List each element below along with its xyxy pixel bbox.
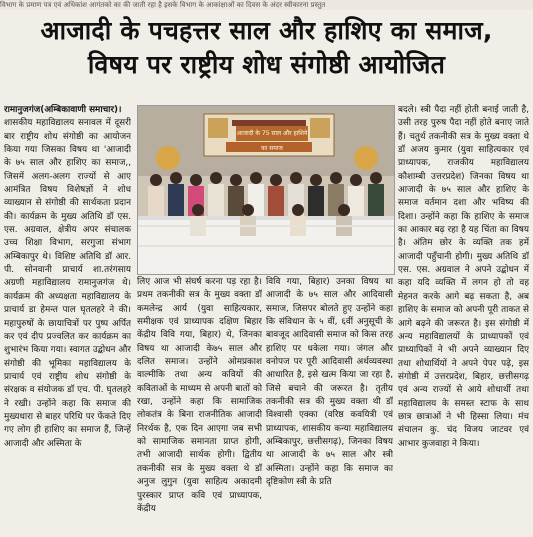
column-4 xyxy=(398,104,529,534)
headline-line-1: आजादी के पचहत्तर साल और हाशिए का समाज, xyxy=(40,16,493,45)
column-4-text: बदले। स्त्री पैदा नहीं होती बनाई जाती है, उसी तरह पुरुष पैदा नहीं होते बनाए जाते हैं। चतुर्थ तकनीकी सत्र के मुख्य वक्ता थे डॉ अजय कुमार (युवा साहित्यकार एवं प्राध्यापक, राजकीय महाविद्यालय कौशाम्बी उत्तरप्रदेश) जिनका विषय था आजादी के ७५ साल और हाशिए के समाज वर्तमान दशा और भविष्य की दिशा। उन्होंने कहा कि हाशिए के समाज का आकार बढ़ रहा है यह चिंता का विषय है। अंतिम छोर के व्यक्ति तक हमें आजादी पहुँचानी होगी। मुख्य अतिथि डॉ एस. एस. अग्रवाल ने अपने उद्बोधन में कहा यदि व्यक्ति में लगन हो तो वह मेहनत करके आगे बढ़ सकता है, अब हाशिए के समाज को अपनी पूरी ताकत से आगे बढ़ने की जरूरत है। इस संगोष्ठी में अन्य महाविद्यालयों के प्राध्यापकों एवं प्राध्यापिकों ने भी अपने व्याख्यान दिए तथा शोधार्थियों ने अपने पेपर पढ़े, इस संगोष्ठी में उत्तरप्रदेश, बिहार, छत्तीसगढ़ एवं अन्य राज्यों से आये शोधार्थी तथा महाविद्यालय के समस्त स्टाफ के साथ छात्र छात्राओं ने भी हिस्सा लिया। मंच संचालन कु. चंद विजय जाटवर एवं आभार कुजवाहा ने किया। xyxy=(398,105,529,449)
headline xyxy=(4,14,529,82)
column-3 xyxy=(266,276,393,534)
top-strip-previous-story: विभाग के प्रमाण पत्र एवं अधिकांश आगंतको का की जाती रहा है इसके विभाग के आकांक्षाओं का दिवस के अंदर स्वीकारना प्रस्तुत xyxy=(0,0,533,10)
event-photo xyxy=(137,105,395,275)
column-2-text: लिए आज भी संघर्ष करना पड़ रहा है। प्रथम तकनीकी सत्र के मुख्य वक्ता डॉ कमलेन्द्र आर्य (युवा साहित्यकार, समीक्षक एवं प्राध्यापक दक्षिण बिहार केंद्रीय विवि गया, बिहार) थे, जिनका विषय था आजादी के७५ साल और दलित समाज। उन्होंने ओमप्रकाश वाल्मीकि तथा अन्य कवियों की कविताओं के माध्यम से अपनी बातों को रखा, उन्होंने कहा कि सामाजिक लोकतंत्र के बिना राजनीतिक आजादी निरर्थक है, एक दिन आएगा जब सभी को सामाजिक समानता प्राप्त होगी, तभी आजादी सार्थक होगी। द्वितीय तकनीकी सत्र के मुख्य वक्ता थे डॉ अनुज लुगुन (युवा साहित्य अकादमी पुरस्कार प्राप्त कवि एवं प्राध्यापक, केंद्रीय xyxy=(137,277,262,514)
photo-banner-text: आजादी के 75 साल और हाशिये का समाज xyxy=(236,126,308,141)
column-1 xyxy=(4,104,131,534)
column-3-text: विवि गया, बिहार) उनका विषय था आजादी के ७५ साल और आदिवासी समाज, जिसपर बोलते हुए उन्होंने कहा कि संविधान के ५ वीं, ६वीं अनुसूची के बावजूद आदिवासी समाज को किस तरह हाशिए पर धकेला गया। जंगल और वनोपज पर पूरी आदिवासी अर्थव्यवस्था आधारित है, इसे खत्म किया जा रहा है, जिसे बचाने की जरूरत है। तृतीय तकनीकी सत्र की मुख्य वक्ता थी डॉ विश्वासी एक्का (वरिष्ठ कवयित्री एवं प्राध्यापक, शासकीय कन्या महाविद्यालय अम्बिकापुर, छत्तीसगढ़), जिनका विषय था आजादी के ७५ साल और स्त्री अस्मिता। उन्होंने कहा कि समाज का दृष्टिकोण स्त्री के प्रति xyxy=(266,277,393,488)
column-1-text: शासकीय महाविद्यालय सनावल में दूसरी बार राष्ट्रीय शोध संगोष्ठी का आयोजन किया गया जिसका विषय था 'आजादी के ७५ साल और हाशिए का समाज,, जिसमें अलग-अलग राज्यों से आए आमंत्रित विषय विशेषज्ञों ने शोध व्याख्यान से संगोष्ठी की सार्थकता प्रदान की। कार्यक्रम के मुख्य अतिथि डॉ एस. एस. अग्रवाल, क्षेत्रीय अपर संचालक उच्च शिक्षा विभाग, सरगुजा संभाग अम्बिकापुर थे। विशिष्ट अतिथि डॉ आर. पी. सोनवानी प्राचार्य शा.तरंगसाय अग्रणी महाविद्यालय रामानुजगंज थे। कार्यक्रम की अध्यक्षता महाविद्यालय के प्राचार्य डा हेमन्त पाल घृतलहरे ने की। महापुरुषों के छायाचित्रों पर पुष्प अर्पित कर एवं दीप प्रज्वलित कर कार्यक्रम का शुभारंभ किया गया। स्वागत उद्बोधन और संगोष्ठी की भूमिका महाविद्यालय के प्राचार्य एवं राष्ट्रीय शोध संगोष्ठी के संरक्षक व संयोजक डॉ एच. पी. घृतलहरे ने रखी। उन्होंने कहा कि समाज की मुख्यधारा से बाहर परिधि पर फेंकते दिए गए लोग ही हाशिए का समाज हैं, जिन्हें आजादी और अस्मिता के xyxy=(4,118,131,449)
column-2 xyxy=(137,276,262,534)
dateline: रामानुजगंज(अम्बिकावाणी समाचार)। xyxy=(4,105,122,115)
headline-line-2: विषय पर राष्ट्रीय शोध संगोष्ठी आयोजित xyxy=(87,50,446,79)
